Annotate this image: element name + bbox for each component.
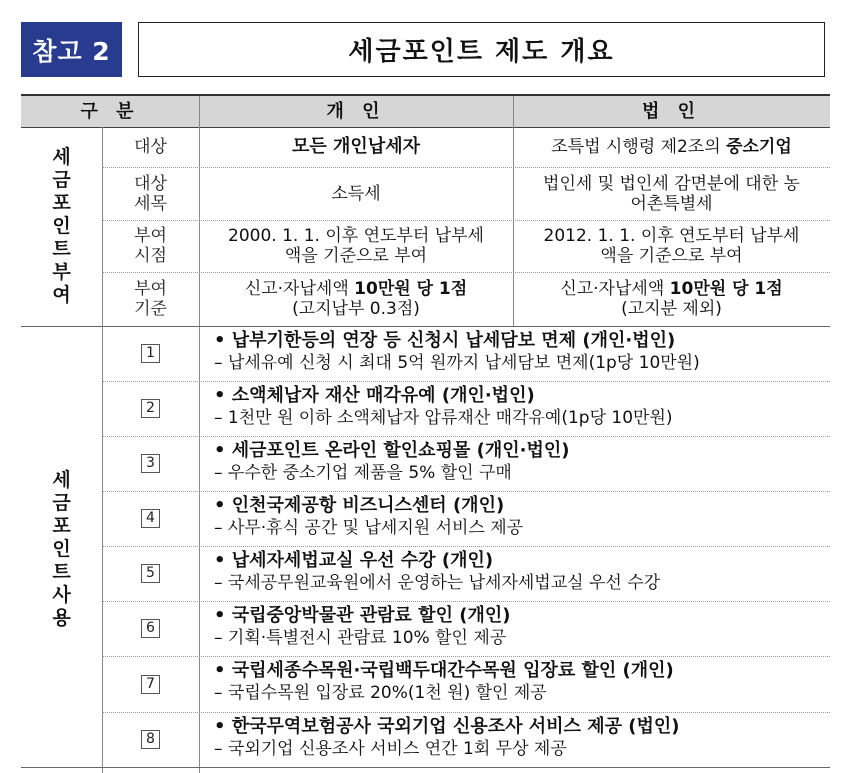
- benefit-number: 2: [102, 381, 199, 436]
- grant-row-label: 대상 세목: [134, 173, 167, 214]
- grant-row-label: 부여 시점: [134, 226, 167, 266]
- benefit-number: 5: [102, 546, 199, 601]
- reference-badge: 참고 2: [21, 22, 122, 77]
- page-title: 세금포인트 제도 개요: [138, 22, 825, 77]
- grant-row-label: 대상: [134, 137, 167, 157]
- section-grant-label: 세금포인트 부여: [52, 146, 71, 306]
- benefit-item: • 인천국제공항 비즈니스센터 (개인) – 사무·휴식 공간 및 납세지원 서비스 제공: [214, 495, 524, 538]
- grant-basis-personal: 신고·자납세액 10만원 당 1점 (고지납부 0.3점): [244, 279, 468, 319]
- benefit-item: • 세금포인트 온라인 할인쇼핑몰 (개인·법인) – 우수한 중소기업 제품을 5% 할인 구매: [214, 440, 570, 483]
- grant-start-personal: 2000. 1. 1. 이후 연도부터 납부세액을 기준으로 부여: [228, 226, 484, 266]
- benefit-number: 6: [102, 601, 199, 656]
- benefit-item: • 납부기한등의 연장 등 신청시 납세담보 면제 (개인·법인) – 납세유예 신청 시 최대 5억 원까지 납세담보 면제(1p당 10만원): [214, 330, 700, 373]
- header-corporate: 법 인: [513, 96, 830, 127]
- header-category: 구 분: [21, 96, 199, 127]
- overview-table: [21, 94, 830, 773]
- grant-basis-corporate: 신고·자납세액 10만원 당 1점 (고지분 제외): [560, 279, 783, 319]
- grant-tax-corporate: 법인세 및 법인세 감면분에 대한 농어촌특별세: [543, 173, 800, 214]
- grant-target-personal: 모든 개인납세자: [292, 136, 420, 157]
- section-use-label: 세금포인트 사용: [52, 469, 71, 629]
- benefit-item: • 한국무역보험공사 국외기업 신용조사 서비스 제공 (법인) – 국외기업 신용조사 서비스 연간 1회 무상 제공: [214, 716, 680, 759]
- benefit-number: 1: [102, 326, 199, 381]
- benefit-item: • 국립세종수목원·국립백두대간수목원 입장료 할인 (개인) – 국립수목원 입장료 20%(1천 원) 할인 제공: [214, 660, 674, 703]
- grant-target-corporate: 조특법 시행령 제2조의 중소기업: [551, 137, 792, 157]
- grant-row-label: 부여 기준: [134, 279, 167, 319]
- benefit-item: • 소액체납자 재산 매각유예 (개인·법인) – 1천만 원 이하 소액체납자 압류재산 매각유예(1p당 10만원): [214, 385, 673, 428]
- benefit-number: 7: [102, 656, 199, 712]
- benefit-number: 3: [102, 436, 199, 491]
- header-personal: 개 인: [199, 96, 513, 127]
- benefit-item: • 국립중앙박물관 관람료 할인 (개인) – 기획·특별전시 관람료 10% 할인 제공: [214, 605, 511, 648]
- grant-tax-personal: 소득세: [331, 183, 381, 204]
- grant-start-corporate: 2012. 1. 1. 이후 연도부터 납부세액을 기준으로 부여: [543, 226, 800, 266]
- benefit-number: 8: [102, 712, 199, 767]
- benefit-number: 4: [102, 491, 199, 546]
- benefit-item: • 납세자세법교실 우선 수강 (개인) – 국세공무원교육원에서 운영하는 납세자세법교실 우선 수강: [214, 550, 661, 593]
